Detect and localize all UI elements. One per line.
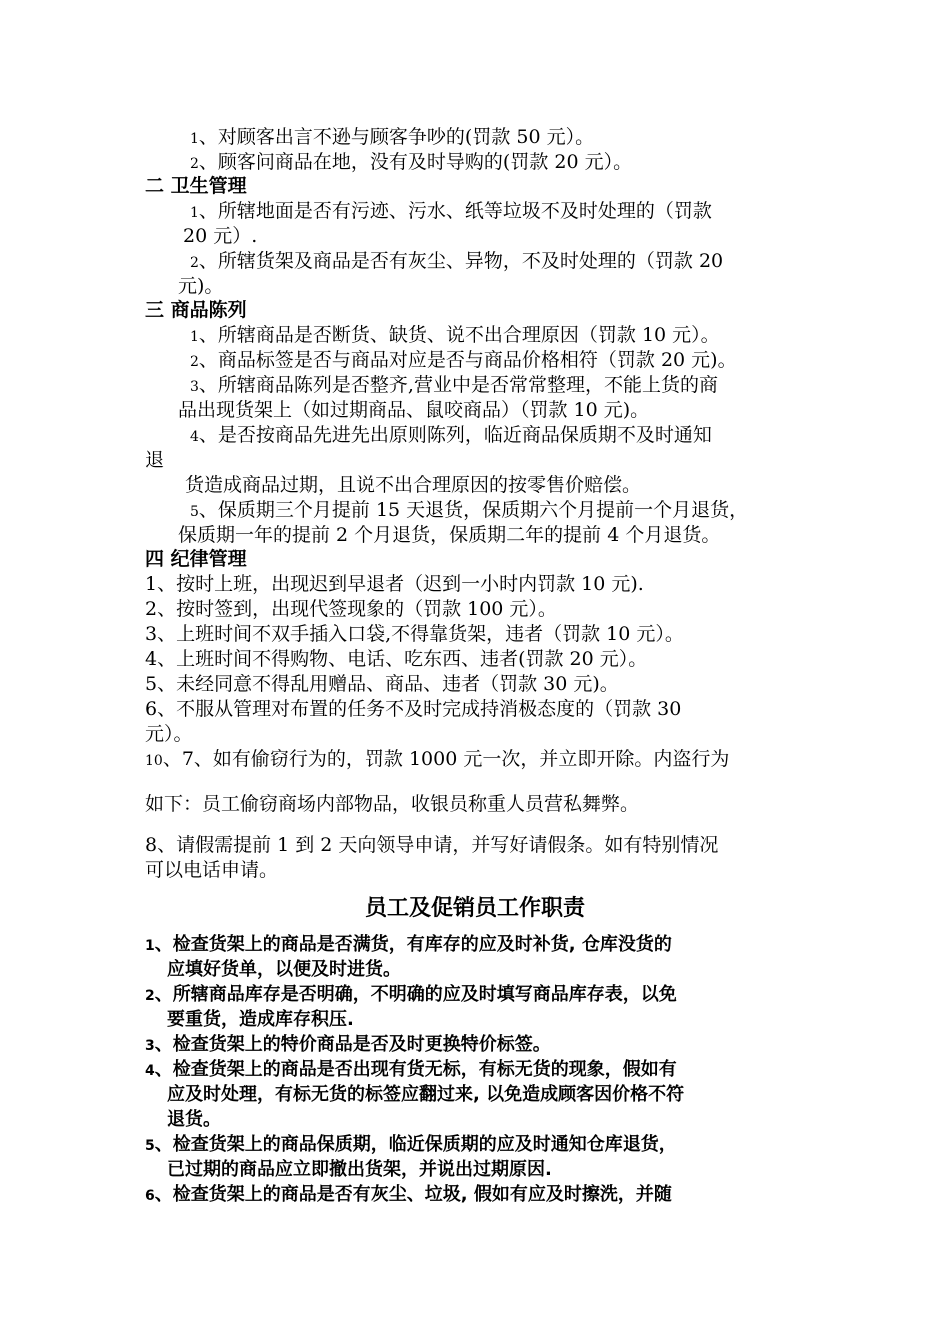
rule-line: 20 元）. [183, 225, 258, 247]
duty-line: 应填好货单，以便及时进货。 [167, 959, 401, 980]
rule-line: 如下：员工偷窃商场内部物品，收银员称重人员营私舞弊。 [145, 793, 640, 815]
rule-line: 元)。 [178, 275, 224, 297]
duty-line [145, 933, 672, 958]
item-number: 1 [190, 329, 199, 345]
line-text: 、检查货架上的商品是否出现有货无标，有标无货的现象，假如有 [154, 1059, 677, 1080]
line-text: 、所辖地面是否有污迹、污水、纸等垃圾不及时处理的（罚款 [198, 200, 712, 222]
rule-line [190, 423, 712, 449]
duties-title: 员工及促销员工作职责 [364, 896, 585, 921]
rule-line: 4、上班时间不得购物、电话、吃东西、违者(罚款 20 元）。 [145, 648, 648, 670]
rule-line [190, 498, 748, 524]
item-number: 2 [190, 354, 199, 370]
item-number: 10 [145, 753, 163, 769]
duty-line: 要重货，造成库存积压. [167, 1009, 354, 1030]
item-number: 2 [190, 255, 199, 271]
line-text: 、保质期三个月提前 15 天退货，保质期六个月提前一个月退货， [198, 499, 749, 521]
line-text: 、商品标签是否与商品对应是否与商品价格相符（罚款 20 元)。 [198, 349, 737, 371]
line-text: 、所辖商品库存是否明确，不明确的应及时填写商品库存表，以免 [154, 984, 677, 1005]
duty-line [145, 983, 677, 1008]
rule-line: 2、按时签到，出现代签现象的（罚款 100 元）。 [145, 598, 557, 620]
rule-line [190, 323, 720, 349]
duty-line [145, 1058, 677, 1083]
item-number: 4 [145, 1063, 155, 1079]
rule-line: 可以电话申请。 [145, 859, 279, 881]
line-text: 、检查货架上的商品是否有灰尘、垃圾, 假如有应及时擦洗，并随 [154, 1184, 672, 1205]
item-number: 6 [145, 1188, 155, 1204]
section-heading: 二 卫生管理 [145, 175, 247, 197]
rule-line: 品出现货架上（如过期商品、鼠咬商品）（罚款 10 元)。 [178, 399, 650, 421]
line-text: 、所辖货架及商品是否有灰尘、异物，不及时处理的（罚款 20 [198, 250, 724, 272]
rule-line: 6、不服从管理对布置的任务不及时完成持消极态度的（罚款 30 [145, 698, 682, 720]
line-text: 、对顾客出言不逊与顾客争吵的(罚款 50 元）。 [198, 126, 595, 148]
item-number: 5 [145, 1138, 155, 1154]
duty-line: 退货。 [167, 1109, 221, 1130]
rule-line: 3、上班时间不双手插入口袋,不得靠货架，违者（罚款 10 元）。 [145, 623, 684, 645]
item-number: 2 [190, 156, 199, 172]
line-text: 、所辖商品陈列是否整齐,营业中是否常常整理，不能上货的商 [198, 374, 718, 396]
rule-line: 退 [145, 449, 165, 471]
rule-line: 1、按时上班，出现迟到早退者（迟到一小时内罚款 10 元). [145, 573, 644, 595]
item-number: 5 [190, 504, 199, 520]
item-number: 1 [190, 131, 199, 147]
section-heading: 四 纪律管理 [145, 548, 247, 570]
rule-line [190, 348, 737, 374]
line-text: 、检查货架上的商品保质期，临近保质期的应及时通知仓库退货， [154, 1134, 677, 1155]
line-text: 、顾客问商品在地，没有及时导购的(罚款 20 元）。 [198, 151, 633, 173]
rule-line: 元）。 [145, 723, 193, 745]
duty-line: 已过期的商品应立即撤出货架，并说出过期原因. [167, 1159, 552, 1180]
duty-line [145, 1033, 551, 1058]
item-number: 1 [145, 938, 155, 954]
duty-line [145, 1183, 672, 1208]
item-number: 3 [145, 1038, 155, 1054]
rule-line [190, 199, 712, 225]
section-heading: 三 商品陈列 [145, 299, 247, 321]
item-number: 3 [190, 379, 199, 395]
line-text: 、7、如有偷窃行为的，罚款 1000 元一次，并立即开除。内盗行为 [162, 748, 730, 770]
item-number: 4 [190, 429, 199, 445]
rule-line: 5、未经同意不得乱用赠品、商品、违者（罚款 30 元)。 [145, 673, 619, 695]
line-text: 、检查货架上的商品是否满货，有库存的应及时补货, 仓库没货的 [154, 934, 672, 955]
rule-line [190, 373, 718, 399]
line-text: 、检查货架上的特价商品是否及时更换特价标签。 [154, 1034, 551, 1055]
line-text: 、是否按商品先进先出原则陈列，临近商品保质期不及时通知 [198, 424, 712, 446]
rule-line [145, 747, 729, 773]
rule-line [190, 150, 632, 176]
rule-line: 保质期一年的提前 2 个月退货，保质期二年的提前 4 个月退货。 [178, 524, 721, 546]
duty-line [145, 1133, 677, 1158]
rule-line: 货造成商品过期，且说不出合理原因的按零售价赔偿。 [185, 474, 642, 496]
item-number: 1 [190, 205, 199, 221]
rule-line: 8、请假需提前 1 到 2 天向领导申请，并写好请假条。如有特别情况 [145, 834, 719, 856]
item-number: 2 [145, 988, 155, 1004]
line-text: 、所辖商品是否断货、缺货、说不出合理原因（罚款 10 元）。 [198, 324, 720, 346]
rule-line [190, 249, 723, 275]
rule-line [190, 125, 594, 151]
duty-line: 应及时处理，有标无货的标签应翻过来, 以免造成顾客因价格不符 [167, 1084, 685, 1105]
